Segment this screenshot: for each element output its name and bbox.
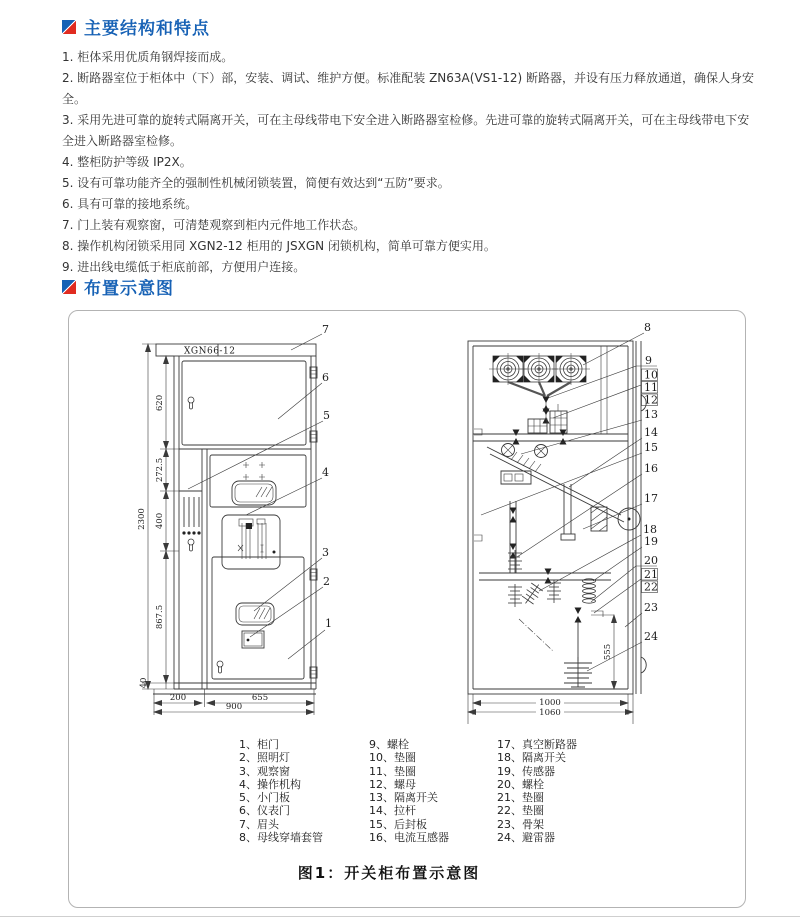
callout-22: 22 [644, 580, 658, 594]
callout-17: 17 [644, 492, 658, 505]
legend-column-2 [369, 738, 449, 844]
callout-23: 23 [644, 601, 658, 614]
dim-200: 200 [169, 693, 187, 703]
model-label: XGN66-12 [184, 346, 236, 357]
dim-40: 40 [139, 677, 149, 689]
legend-item: 23、骨架 [497, 817, 544, 831]
dim-400: 400 [155, 512, 165, 530]
feature-item: 9. 进出线电缆低于柜底前部，方便用户连接。 [62, 260, 306, 274]
callout-21: 21 [644, 568, 658, 581]
front-view-drawing [96, 319, 356, 743]
callout-19: 19 [644, 535, 658, 548]
breaker-mechanism [474, 429, 640, 541]
instrument-door [210, 455, 306, 507]
dim-867-5: 867.5 [155, 604, 165, 630]
legend-item: 22、垫圈 [497, 804, 544, 818]
dim-900: 900 [225, 702, 243, 712]
legend-item: 5、小门板 [239, 791, 290, 805]
feature-item: 8. 操作机构闭锁采用同 XGN2-12 柜用的 JSXGN 闭锁机构，简单可靠方便实用。 [62, 239, 496, 253]
legend-item: 1、柜门 [239, 738, 279, 751]
legend-item: 9、螺栓 [369, 738, 409, 751]
callout-8: 8 [644, 321, 651, 334]
feature-item: 2. 断路器室位于柜体中（下）部，安装、调试、维护方便。标准配装 ZN63A(VS1-12) 断路器，并设有压力释放通道，确保人身安全。 [62, 71, 754, 106]
legend-item: 6、仪表门 [239, 804, 290, 818]
side-view-drawing [441, 319, 691, 743]
callout-14: 14 [644, 426, 658, 439]
upper-door [182, 361, 306, 445]
dim-1060: 1060 [539, 708, 561, 718]
cabinet-outline [153, 344, 316, 694]
busbar-stack [508, 382, 571, 433]
section2-title: 布置示意图 [84, 279, 174, 299]
callout-6: 6 [322, 371, 329, 384]
feature-item: 4. 整柜防护等级 IP2X。 [62, 155, 192, 169]
vent-grille [182, 497, 200, 551]
legend-item: 17、真空断路器 [497, 738, 577, 751]
callout-1: 1 [325, 617, 332, 630]
section1-title: 主要结构和特点 [84, 19, 210, 39]
callout-10: 10 [644, 368, 658, 382]
feature-item: 5. 设有可靠功能齐全的强制性机械闭锁装置，简便有效达到“五防”要求。 [62, 176, 450, 190]
feature-item: 3. 采用先进可靠的旋转式隔离开关，可在主母线带电下安全进入断路器室检修。先进可靠的旋转式隔离开关，可在主母线带电下安全进入断路器室检修。 [62, 113, 750, 148]
page-divider [0, 916, 800, 917]
callout-13: 13 [644, 408, 658, 421]
legend-item: 19、传感器 [497, 764, 555, 778]
callout-11: 11 [644, 381, 658, 394]
callout-15: 15 [644, 441, 658, 454]
feature-item: 6. 具有可靠的接地系统。 [62, 197, 198, 211]
callout-3: 3 [322, 546, 329, 559]
legend-item: 18、隔离开关 [497, 751, 566, 765]
callout-12: 12 [644, 393, 658, 407]
legend-item: 20、螺栓 [497, 777, 544, 791]
callout-16: 16 [644, 462, 658, 475]
legend-item: 4、操作机构 [239, 777, 301, 791]
figure-box [68, 310, 746, 908]
dimension-lines [142, 344, 314, 715]
legend-item: 2、照明灯 [239, 751, 290, 765]
enclosure-outline [468, 341, 646, 694]
legend-item: 13、隔离开关 [369, 791, 438, 805]
dim-272-5: 272.5 [155, 457, 165, 483]
dim-2300: 2300 [137, 508, 147, 530]
callout-5: 5 [323, 409, 330, 422]
section1-header [62, 14, 210, 39]
legend-item: 7、眉头 [239, 817, 279, 831]
mechanism-panel [222, 515, 280, 569]
feature-list [62, 47, 754, 278]
legend-item: 3、观察窗 [239, 764, 290, 778]
mid-shelf [473, 430, 628, 445]
callout-7: 7 [322, 323, 329, 336]
callout-24: 24 [644, 630, 658, 643]
callout-2: 2 [323, 575, 330, 588]
busbar-coils [489, 353, 590, 385]
legend-item: 8、母线穿墙套管 [239, 831, 323, 845]
dim-555: 555 [603, 643, 613, 661]
legend-column-3 [497, 738, 577, 844]
legend-item: 24、避雷器 [497, 831, 555, 845]
legend-item: 11、垫圈 [369, 764, 416, 778]
figure-caption: 图1：开关柜布置示意图 [297, 864, 481, 882]
callout-9: 9 [645, 354, 652, 367]
legend-item: 14、拉杆 [369, 804, 416, 818]
callout-20: 20 [644, 554, 658, 567]
legend-column-1 [239, 738, 323, 844]
section2-header [62, 274, 174, 299]
small-door [242, 631, 264, 648]
section-bullet-icon [62, 20, 76, 34]
feature-item: 7. 门上装有观察窗，可清楚观察到柜内元件地工作状态。 [62, 218, 366, 232]
legend-item: 10、垫圈 [369, 751, 416, 765]
dim-655: 655 [251, 693, 269, 703]
legend-item: 12、螺母 [369, 777, 416, 791]
callout-18: 18 [643, 523, 657, 536]
arrester [564, 657, 592, 687]
section-bullet-icon [62, 280, 76, 294]
lower-door [212, 557, 304, 679]
legend-item: 21、垫圈 [497, 791, 544, 805]
dim-1000: 1000 [539, 698, 561, 708]
dim-620: 620 [155, 394, 165, 412]
legend-item: 16、电流互感器 [369, 831, 449, 845]
plus-marks [243, 462, 265, 480]
legend-item: 15、后封板 [369, 817, 427, 831]
window-glare [256, 487, 272, 497]
callout-4: 4 [322, 466, 329, 479]
feature-item: 1. 柜体采用优质角钢焊接而成。 [62, 50, 234, 64]
